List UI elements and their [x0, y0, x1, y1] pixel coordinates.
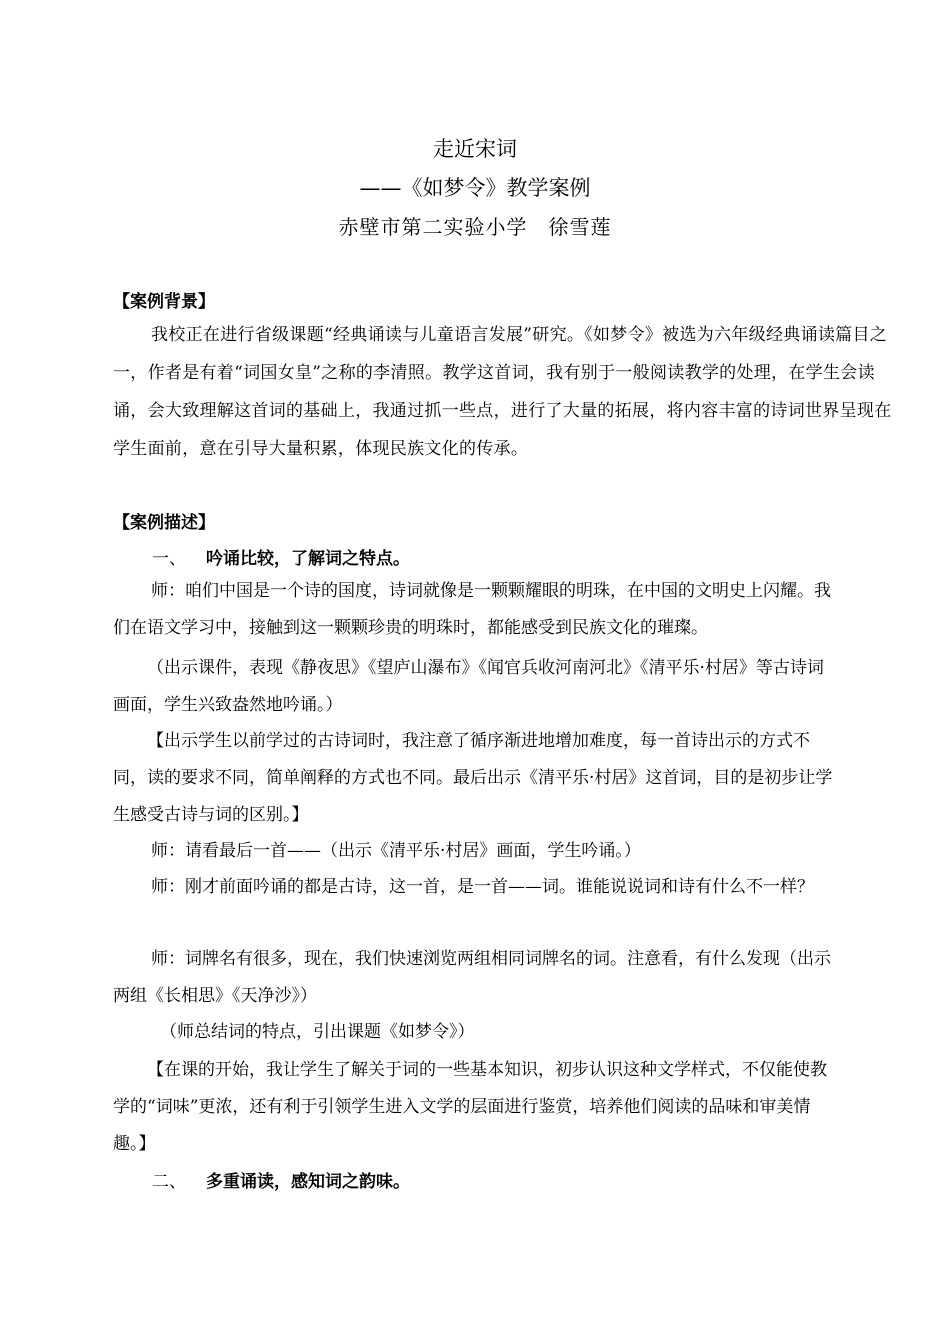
- paragraph-ci-vs-shi: 师：刚才前面吟诵的都是古诗，这一首，是一首——词。谁能说说词和诗有什么不一样？: [151, 877, 814, 897]
- paragraph-teacher-intro: 师：咱们中国是一个诗的国度，诗词就像是一颗颗耀眼的明珠，在中国的文明史上闪耀。我们在语文学习中，接触到这一颗颗珍贵的明珠时，都能感受到民族文化的璀璨。: [113, 581, 831, 638]
- page-subtitle: ——《如梦令》教学案例: [359, 176, 591, 200]
- section-1-number: 一、: [152, 549, 186, 569]
- page-title: 走近宋词: [433, 137, 517, 161]
- section-1-heading: [152, 544, 410, 569]
- paragraph-summary: （师总结词的特点，引出课题《如梦令》）: [160, 1022, 475, 1042]
- paragraph-commentary-1: 【出示学生以前学过的古诗词时，我注意了循序渐进地增加难度，每一首诗出示的方式不同，读的要求不同，简单阐释的方式也不同。最后出示《清平乐·村居》这首词，目的是初步让学生感受古诗与词的区别。】: [113, 731, 833, 825]
- description-heading: 【案例描述】: [113, 513, 215, 533]
- paragraph-courseware: （出示课件，表现《静夜思》《望庐山瀑布》《闻官兵收河南河北》《清平乐·村居》等古诗词画面，学生兴致盎然地吟诵。）: [113, 658, 824, 715]
- section-2-number: 二、: [152, 1172, 186, 1192]
- background-heading: 【案例背景】: [113, 292, 215, 312]
- paragraph-last-poem: 师：请看最后一首——（出示《清平乐·村居》画面，学生吟诵。）: [151, 841, 641, 861]
- section-2-title: 多重诵读，感知词之韵味。: [206, 1172, 410, 1192]
- section-1-title: 吟诵比较，了解词之特点。: [206, 549, 410, 569]
- paragraph-commentary-2: 【在课的开始，我让学生了解关于词的一些基本知识，初步认识这种文学样式，不仅能使教学的“词味”更浓，还有利于引领学生进入文学的层面进行鉴赏，培养他们阅读的品味和审美情趣。】: [113, 1060, 827, 1154]
- author-line: 赤壁市第二实验小学 徐雪莲: [338, 215, 612, 239]
- section-2-heading: [152, 1167, 410, 1192]
- background-paragraph: 我校正在进行省级课题“经典诵读与儿童语言发展”研究。《如梦令》被选为六年级经典诵读篇目之一，作者是有着“词国女皇”之称的李清照。教学这首词，我有别于一般阅读教学的处理，在学生会读诵，会大致理解这首词的基础上，我通过抓一些点，进行了大量的拓展，将内容丰富的诗词世界呈现在学生面前，意在引导大量积累，体现民族文化的传承。: [113, 325, 892, 459]
- paragraph-cipai: 师：词牌名有很多，现在，我们快速浏览两组相同词牌名的词。注意看，有什么发现（出示两组《长相思》《天净沙》）: [113, 949, 831, 1006]
